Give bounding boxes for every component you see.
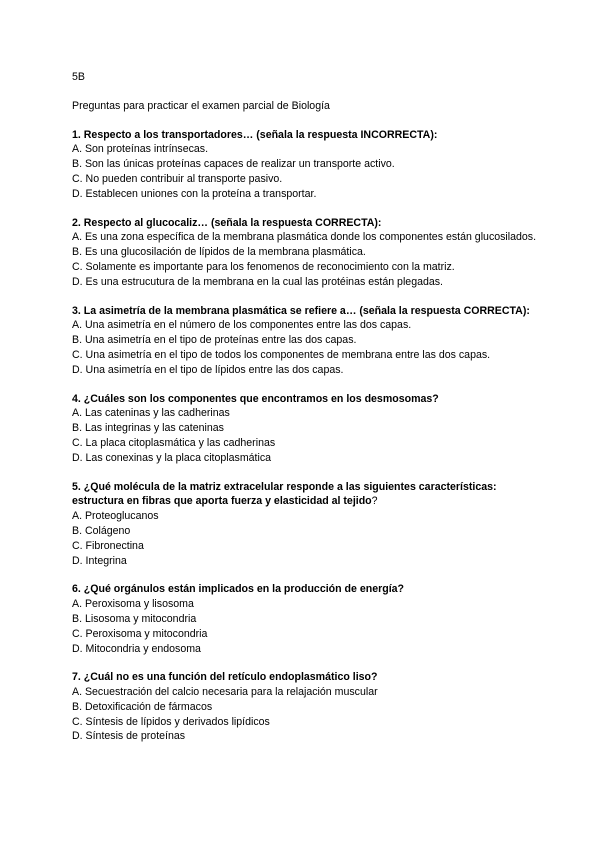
answer-option: C. La placa citoplasmática y las cadherinas: [72, 436, 276, 449]
question-6: [72, 582, 542, 656]
answer-option: A. Secuestración del calcio necesaria para la relajación muscular: [72, 686, 378, 699]
answer-option: A. Proteoglucanos: [72, 510, 159, 523]
answer-option: B. Una asimetría en el tipo de proteínas entre las dos capas.: [72, 334, 357, 347]
question-3: [72, 304, 542, 378]
answer-option: D. Es una estrucutura de la membrana en la cual las protéinas están plegadas.: [72, 275, 443, 288]
answer-option: A. Peroxisoma y lisosoma: [72, 598, 194, 611]
question-1: [72, 128, 542, 202]
answer-option: B. Lisosoma y mitocondria: [72, 612, 197, 625]
answer-option: D. Integrina: [72, 554, 127, 567]
answer-option: B. Es una glucosilación de lípidos de la membrana plasmática.: [72, 246, 366, 259]
question-title: 4. ¿Cuáles son los componentes que encontramos en los desmosomas?: [72, 392, 439, 405]
question-title: 5. ¿Qué molécula de la matriz extracelular responde a las siguientes características: estructura en fibras que aporta fuerza y elasticidad al tejido?: [72, 480, 497, 508]
document-page: [72, 70, 542, 758]
answer-option: A. Una asimetría en el número de los componentes entre las dos capas.: [72, 319, 412, 332]
document-subtitle: Preguntas para practicar el examen parcial de Biología: [72, 99, 330, 112]
answer-option: A. Es una zona específica de la membrana plasmática donde los componentes están glucosilados.: [72, 231, 537, 244]
answer-option: D. Establecen uniones con la proteína a transportar.: [72, 187, 317, 200]
question-title: 6. ¿Qué orgánulos están implicados en la producción de energía?: [72, 583, 405, 596]
answer-option: C. No pueden contribuir al transporte pasivo.: [72, 172, 283, 185]
answer-option: A. Las cateninas y las cadherinas: [72, 407, 230, 420]
question-4: [72, 392, 542, 466]
question-title: 1. Respecto a los transportadores… (señala la respuesta INCORRECTA):: [72, 128, 438, 141]
answer-option: C. Una asimetría en el tipo de todos los componentes de membrana entre las dos capas.: [72, 348, 491, 361]
answer-option: A. Son proteínas intrínsecas.: [72, 143, 209, 156]
question-7: [72, 670, 542, 744]
question-2: [72, 216, 542, 290]
question-5: [72, 480, 542, 569]
question-title: 2. Respecto al glucocaliz… (señala la respuesta CORRECTA):: [72, 216, 382, 229]
answer-option: C. Fibronectina: [72, 539, 144, 552]
answer-option: D. Síntesis de proteínas: [72, 730, 186, 743]
exam-code: 5B: [72, 71, 85, 83]
answer-option: B. Las integrinas y las cateninas: [72, 422, 224, 435]
answer-option: D. Mitocondria y endosoma: [72, 642, 201, 655]
answer-option: C. Síntesis de lípidos y derivados lipídicos: [72, 715, 270, 728]
question-title: 7. ¿Cuál no es una función del retículo endoplasmático liso?: [72, 671, 378, 684]
answer-option: C. Peroxisoma y mitocondria: [72, 627, 208, 640]
answer-option: B. Son las únicas proteínas capaces de realizar un transporte activo.: [72, 158, 395, 171]
answer-option: B. Detoxificación de fármacos: [72, 700, 213, 713]
answer-option: D. Las conexinas y la placa citoplasmática: [72, 451, 272, 464]
answer-option: B. Colágeno: [72, 524, 131, 537]
answer-option: C. Solamente es importante para los fenomenos de reconocimiento con la matriz.: [72, 260, 455, 273]
answer-option: D. Una asimetría en el tipo de lípidos entre las dos capas.: [72, 363, 344, 376]
question-title: 3. La asimetría de la membrana plasmática se refiere a… (señala la respuesta CORRECTA):: [72, 304, 530, 317]
